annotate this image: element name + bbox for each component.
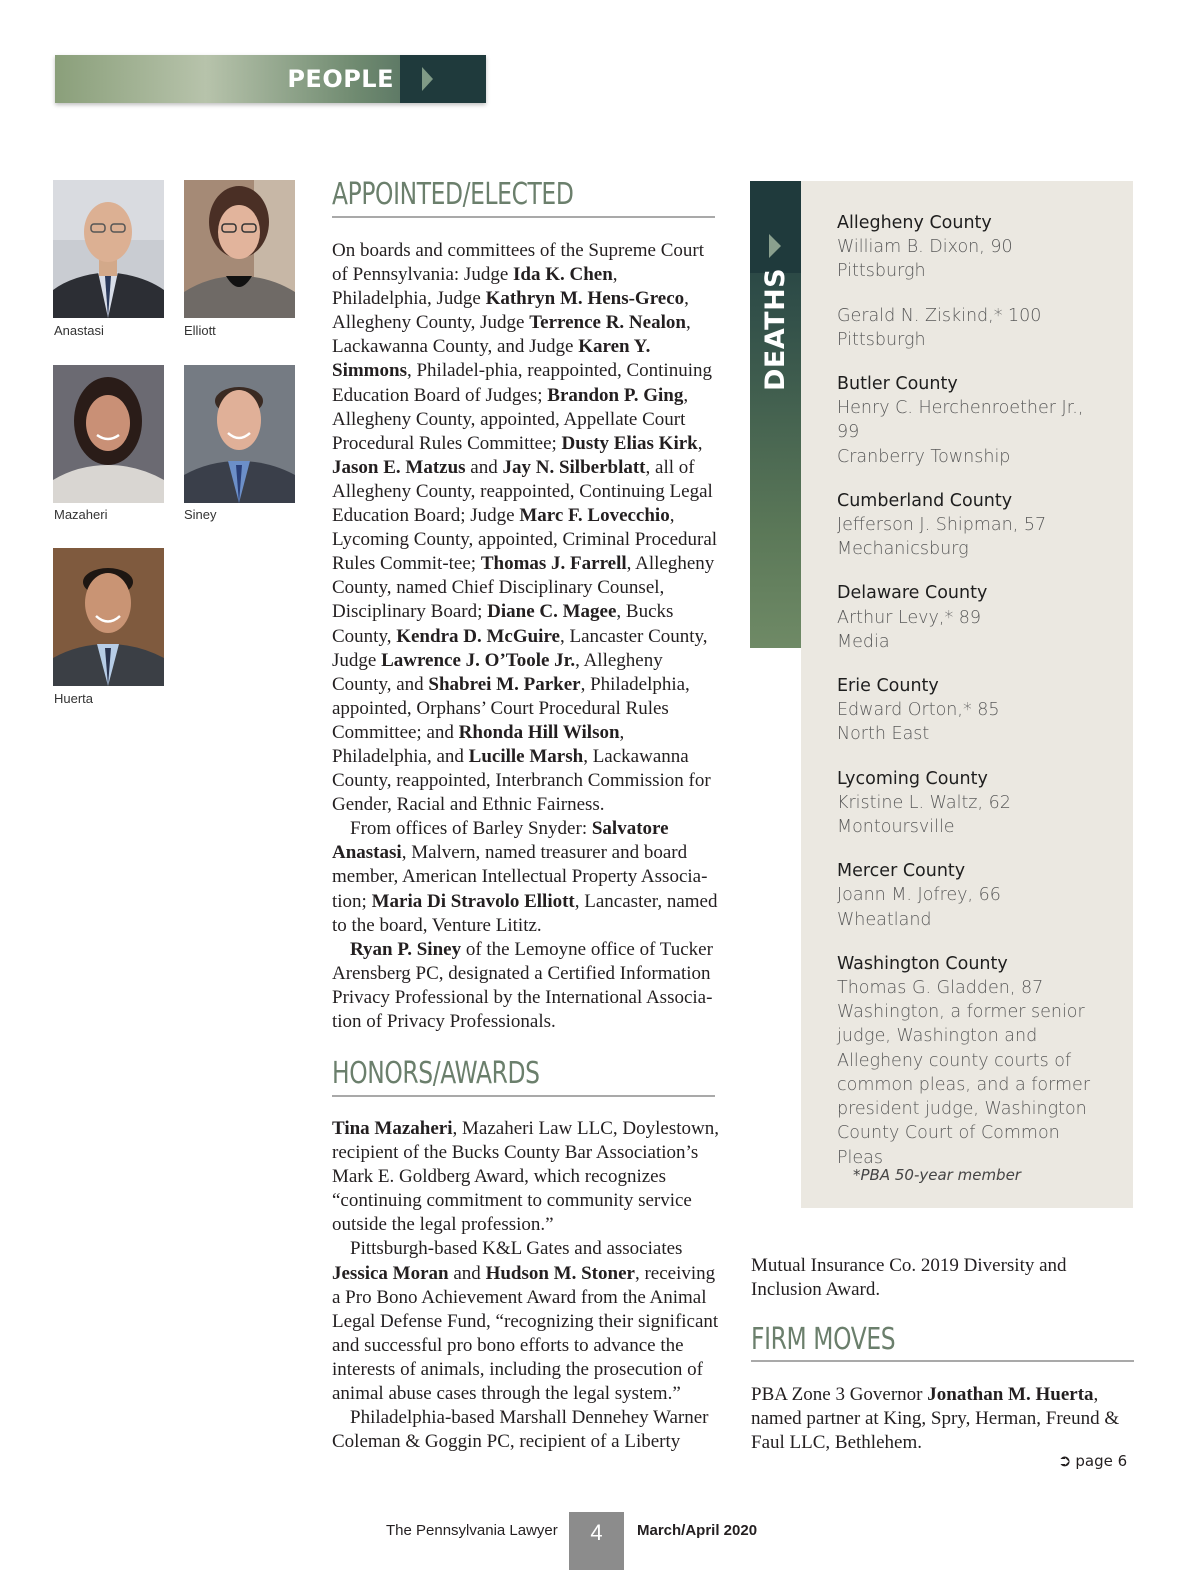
death-detail: Pittsburgh — [837, 261, 926, 282]
death-detail: Pittsburgh — [837, 329, 926, 350]
photo-caption: Elliott — [184, 323, 216, 338]
death-name: Thomas G. Gladden, 87 — [837, 978, 1044, 999]
death-entry — [837, 674, 1097, 747]
photo-caption: Siney — [184, 507, 217, 522]
death-detail: Mechanicsburg — [837, 539, 969, 560]
honors-body: Tina Mazaheri, Mazaheri Law LLC, Doylestown, recipient of the Bucks County Bar Association’s Mark E. Goldberg Award, which recognizes “continuing commitment to community service outside the legal profession.” Pittsburgh-based K&L Gates and associates Jessica Moran and Hudson M. Stoner, receiving a Pro Bono Achievement Award from the Animal Legal Defense Fund, “recognizing their significant and successful pro bono efforts to advance the interests of animals, including the prosecution of animal abuse cases through the legal system.” Philadelphia-based Marshall Dennehey Warner Coleman & Goggin PC, recipient of a Liberty — [332, 1118, 719, 1453]
death-detail: Cranberry Township — [837, 446, 1011, 467]
death-entry — [837, 372, 1097, 469]
photo-siney — [184, 365, 295, 503]
photo-anastasi — [53, 180, 164, 318]
firm-moves-heading: FIRM MOVES — [751, 1322, 896, 1357]
section-title: PEOPLE — [287, 65, 394, 93]
death-county: Washington County — [837, 953, 1008, 974]
appointed-body: On boards and committees of the Supreme Court of Pennsylvania: Judge Ida K. Chen, Philadelphia, Judge Kathryn M. Hens-Greco, Allegheny County, Judge Terrence R. Nealon, Lackawanna County, and Judge Karen Y. Simmons, Philadel-phia, reappointed, Continuing Education Board of Judges; Brandon P. Ging, Allegheny County, appointed, Appellate Court Procedural Rules Committee; Dusty Elias Kirk, Jason E. Matzus and Jay N. Silberblatt, all of Allegheny County, reappointed, Continuing Legal Education Board; Judge Marc F. Lovecchio, Lycoming County, appointed, Criminal Procedural Rules Commit-tee; Thomas J. Farrell, Allegheny County, named Chief Disciplinary Counsel, Disciplinary Board; Diane C. Magee, Bucks County, Kendra D. McGuire, Lancaster County, Judge Lawrence J. O’Toole Jr., Allegheny County, and Shabrei M. Parker, Philadelphia, appointed, Orphans’ Court Procedural Rules Committee; and Rhonda Hill Wilson, Philadelphia, and Lucille Marsh, Lackawanna County, reappointed, Interbranch Commission for Gender, Racial and Ethnic Fairness. From offices of Barley Snyder: Salvatore Anastasi, Malvern, named treasurer and board member, American Intellectual Property Associa-tion; Maria Di Stravolo Elliott, Lancaster, named to the board, Venture Lititz. Ryan P. Siney of the Lemoyne office of Tucker Arensberg PC, designated a Certified Information Privacy Professional by the International Associa-tion of Privacy Professionals. — [332, 240, 718, 1032]
death-name: Arthur Levy,* 89 — [837, 607, 982, 628]
section-banner — [55, 55, 486, 103]
death-entry — [837, 489, 1097, 562]
death-county: Cumberland County — [837, 490, 1013, 511]
death-county: Allegheny County — [837, 213, 992, 233]
heading-rule — [332, 1095, 715, 1097]
deaths-list — [837, 211, 1097, 1190]
photo-mazaheri — [53, 365, 164, 503]
death-name: Gerald N. Ziskind,* 100 — [837, 305, 1042, 326]
death-county: Lycoming County — [837, 768, 988, 789]
heading-rule — [332, 216, 715, 218]
heading-rule — [751, 1360, 1134, 1362]
death-detail: Washington, a former senior judge, Washington and Allegheny county courts of common pleas, and a former president judge, Washington County Court of Common Pleas — [837, 1002, 1091, 1168]
photo-caption: Huerta — [54, 691, 94, 706]
photo-huerta — [53, 548, 164, 686]
death-name: Jefferson J. Shipman, 57 — [837, 515, 1047, 536]
footer-issue: March/April 2020 — [637, 1522, 758, 1539]
honors-heading: HONORS/AWARDS — [332, 1056, 540, 1091]
continued-link[interactable] — [1058, 1451, 1127, 1470]
death-detail: Montoursville — [837, 817, 955, 838]
banner-arrow-box — [400, 55, 486, 103]
curved-arrow-icon: ➲ — [1058, 1451, 1072, 1470]
death-detail: Wheatland — [837, 909, 932, 930]
death-name: Joann M. Jofrey, 66 — [837, 885, 1001, 906]
photo-elliott — [184, 180, 295, 318]
deaths-label: DEATHS — [760, 267, 791, 391]
death-entry — [837, 767, 1097, 840]
death-county: Erie County — [837, 676, 939, 697]
photo-caption: Mazaheri — [54, 507, 108, 522]
honors-continued: Mutual Insurance Co. 2019 Diversity and Inclusion Award. — [751, 1255, 1067, 1301]
play-arrow-icon — [422, 67, 433, 91]
death-detail: North East — [837, 724, 930, 745]
death-name: Kristine L. Waltz, 62 — [837, 792, 1011, 813]
play-arrow-icon — [769, 234, 781, 258]
photo-caption: Anastasi — [54, 323, 104, 338]
page-number: 4 — [590, 1520, 603, 1545]
deaths-tab — [750, 181, 801, 648]
death-entry — [837, 952, 1097, 1170]
death-entry — [837, 859, 1097, 932]
death-entry — [837, 581, 1097, 654]
death-county: Mercer County — [837, 861, 966, 882]
death-name: Henry C. Herchenroether Jr., 99 — [837, 398, 1084, 443]
appointed-heading: APPOINTED/ELECTED — [332, 177, 574, 212]
continued-label: page 6 — [1075, 1452, 1128, 1470]
death-county: Delaware County — [837, 583, 988, 604]
firm-moves-body: PBA Zone 3 Governor Jonathan M. Huerta, named partner at King, Spry, Herman, Freund & Faul LLC, Bethlehem. — [751, 1384, 1120, 1454]
death-county: Butler County — [837, 374, 958, 395]
footer-publication: The Pennsylvania Lawyer — [386, 1522, 558, 1539]
death-entry — [837, 211, 1097, 284]
death-entry — [837, 304, 1097, 352]
death-name: Edward Orton,* 85 — [837, 700, 1000, 721]
deaths-tab-top — [750, 181, 801, 273]
death-name: William B. Dixon, 90 — [837, 237, 1013, 258]
deaths-footnote: *PBA 50-year member — [853, 1166, 1021, 1184]
footer-page-box — [569, 1512, 624, 1570]
death-detail: Media — [837, 631, 890, 652]
